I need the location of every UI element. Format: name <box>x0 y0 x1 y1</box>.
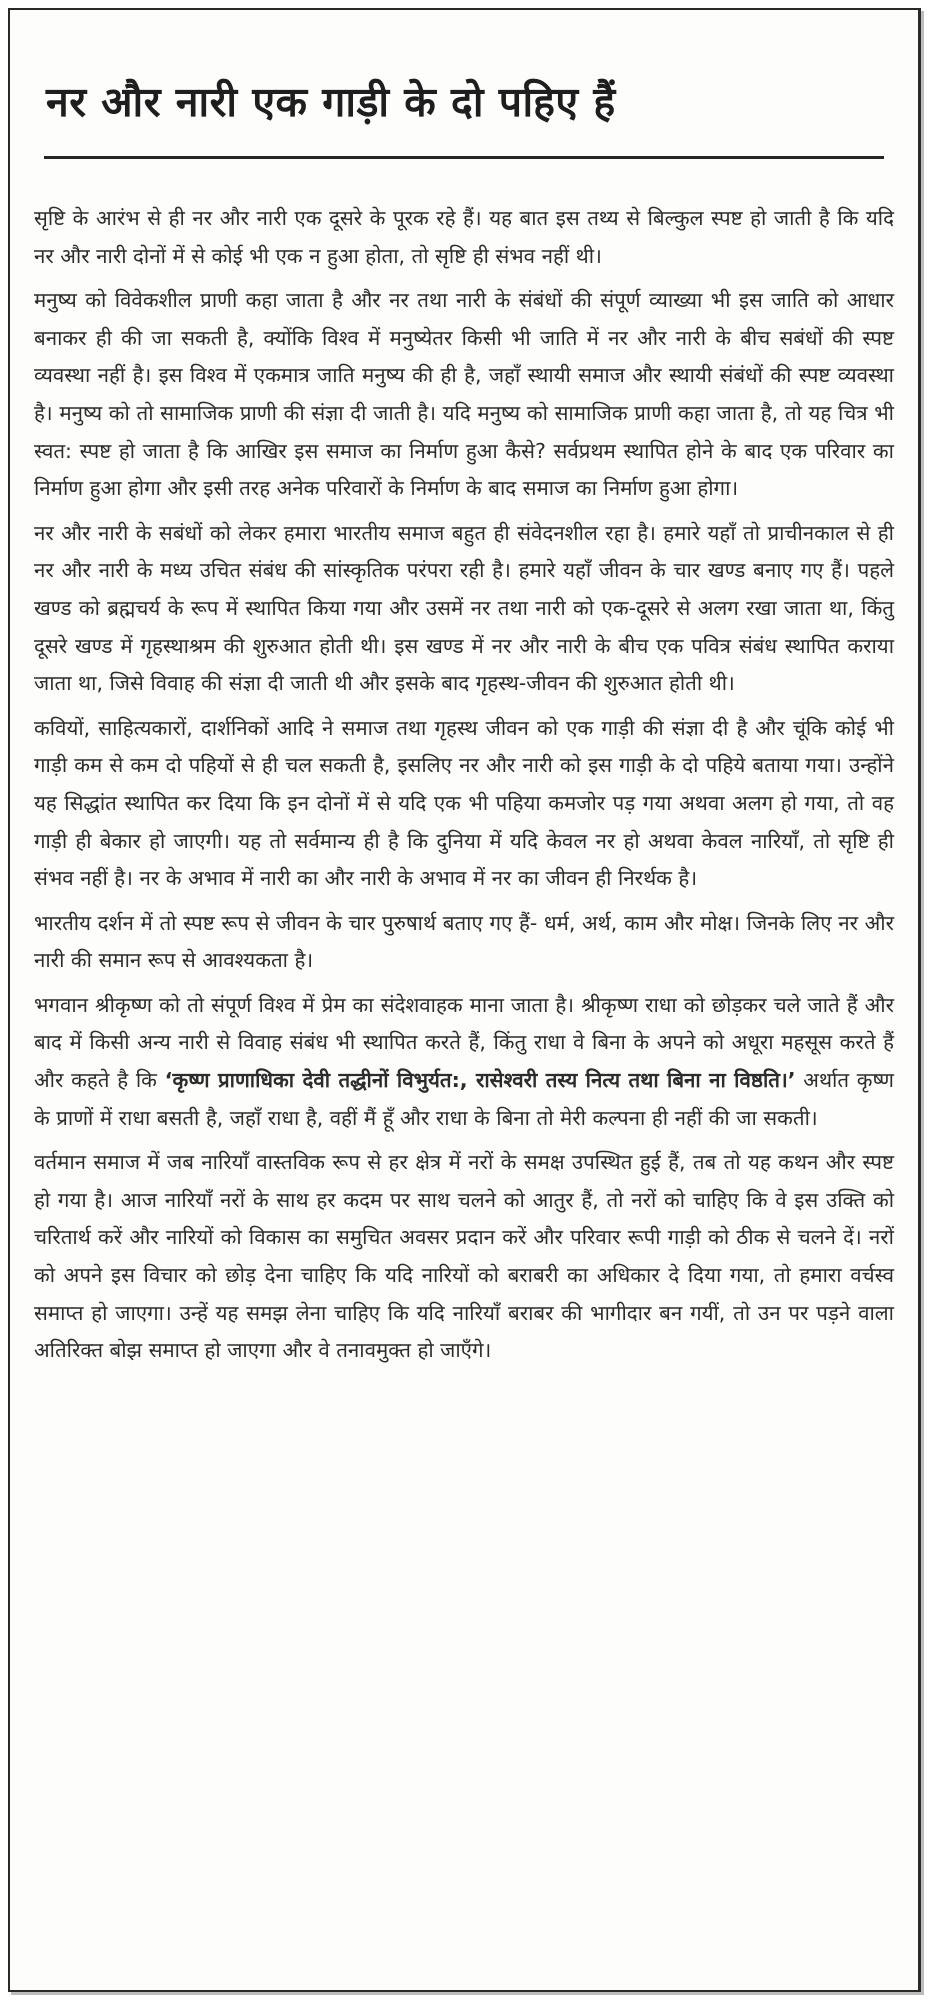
paragraph-indian-society: नर और नारी के सबंधों को लेकर हमारा भारतीय समाज बहुत ही संवेदनशील रहा है। हमारे यहाँ तो प्राचीनकाल से ही नर और नारी के मध्य उचित संबंध की सांस्कृतिक परंपरा रही है। हमारे यहाँ जीवन के चार खण्ड बनाए गए हैं। पहले खण्ड को ब्रह्मचर्य के रूप में स्थापित किया गया और उसमें नर तथा नारी को एक-दूसरे से अलग रखा जाता था, किंतु दूसरे खण्ड में गृहस्थाश्रम की शुरुआत होती थी। इस खण्ड में नर और नारी के बीच एक पवित्र संबंध स्थापित कराया जाता था, जिसे विवाह की संज्ञा दी जाती थी और इसके बाद गृहस्थ-जीवन की शुरुआत होती थी। <box>34 520 894 696</box>
paragraph-krishna <box>34 987 894 1137</box>
paragraph-creation: सृष्टि के आरंभ से ही नर और नारी एक दूसरे के पूरक रहे हैं। यह बात इस तथ्य से बिल्कुल स्पष्ट हो जाती है कि यदि नर और नारी दोनों में से कोई भी एक न हुआ होता, तो सृष्टि ही संभव नहीं थी। <box>34 206 894 268</box>
krishna-text-after: अर्थात कृष्ण के प्राणों में राधा बसती है, जहाँ राधा है, वहीं मैं हूँ और राधा के बिना तो मेरी कल्पना ही नहीं की जा सकती। <box>34 1068 894 1130</box>
paragraph-purusharth: भारतीय दर्शन में तो स्पष्ट रूप से जीवन के चार पुरुषार्थ बताए गए हैं- धर्म, अर्थ, काम और मोक्ष। जिनके लिए नर और नारी की समान रूप से आवश्यकता है। <box>34 910 894 973</box>
paragraph-cart-metaphor: कवियों, साहित्यकारों, दार्शनिकों आदि ने समाज तथा गृहस्थ जीवन को एक गाड़ी की संज्ञा दी है और चूंकि कोई भी गाड़ी कम से कम दो पहियों से ही चल सकती है, इसलिए नर और नारी को इस गाड़ी के दो पहिये बताया गया। उन्होंने यह सिद्धांत स्थापित कर दिया कि इन दोनों में से यदि एक भी पहिया कमजोर पड़ गया अथवा अलग हो गया, तो वह गाड़ी ही बेकार हो जाएगी। यह तो सर्वमान्य ही है कि दुनिया में यदि केवल नर हो अथवा केवल नारियाँ, तो सृष्टि ही संभव नहीं है। नर के अभाव में नारी का और नारी के अभाव में नर का जीवन ही निरर्थक है। <box>34 715 894 891</box>
title-underline <box>44 156 884 159</box>
krishna-text-before: भगवान श्रीकृष्ण को तो संपूर्ण विश्व में प्रेम का संदेशवाहक माना जाता है। श्रीकृष्ण राधा को छोड़कर चले जाते हैं और बाद में किसी अन्य नारी से विवाह संबंध भी स्थापित करते हैं, किंतु राधा वे बिना के अपने को अधूरा महसूस करते हैं और कहते है कि <box>34 992 894 1093</box>
paragraph-social-being: मनुष्य को विवेकशील प्राणी कहा जाता है और नर तथा नारी के संबंधों की संपूर्ण व्याख्या भी इस जाति को आधार बनाकर ही की जा सकती है, क्योंकि विश्व में मनुष्येतर किसी भी जाति में नर और नारी के बीच सबंधों की स्पष्ट व्यवस्था नहीं है। इस विश्व में एकमात्र जाति मनुष्य की ही है, जहाँ स्थायी समाज और स्थायी संबंधों की स्पष्ट व्यवस्था है। मनुष्य को तो सामाजिक प्राणी की संज्ञा दी जाती है। यदि मनुष्य को सामाजिक प्राणी कहा जाता है, तो यह चित्र भी स्वत: स्पष्ट हो जाता है कि आखिर इस समाज का निर्माण हुआ कैसे? सर्वप्रथम स्थापित होने के बाद एक परिवार का निर्माण हुआ होगा और इसी तरह अनेक परिवारों के निर्माण के बाद समाज का निर्माण हुआ होगा। <box>34 288 894 501</box>
essay-body <box>34 200 894 1377</box>
page-title: नर और नारी एक गाड़ी के दो पहिए हैं <box>46 78 616 126</box>
sanskrit-quote: ‘कृष्ण प्राणाधिका देवी तद्धीनों विभुर्यत:, रासेश्वरी तस्य नित्य तथा बिना ना विष्ठति।’ <box>164 1068 796 1093</box>
paragraph-present-society: वर्तमान समाज में जब नारियाँ वास्तविक रूप से हर क्षेत्र में नरों के समक्ष उपस्थित हुई हैं, तब तो यह कथन और स्पष्ट हो गया है। आज नारियाँ नरों के साथ हर कदम पर साथ चलने को आतुर हैं, तो नरों को चाहिए कि वे इस उक्ति को चरितार्थ करें और नारियों को विकास का समुचित अवसर प्रदान करें और परिवार रूपी गाड़ी को ठीक से चलने दें। नरों को अपने इस विचार को छोड़ देना चाहिए कि यदि नारियों को बराबरी का अधिकार दे दिया गया, तो हमारा वर्चस्व समाप्त हो जाएगा। उन्हें यह समझ लेना चाहिए कि यदि नारियाँ बराबर की भागीदार बन गयीं, तो उन पर पड़ने वाला अतिरिक्त बोझ समाप्त हो जाएगा और वे तनावमुक्त हो जाएँगे। <box>34 1150 894 1363</box>
